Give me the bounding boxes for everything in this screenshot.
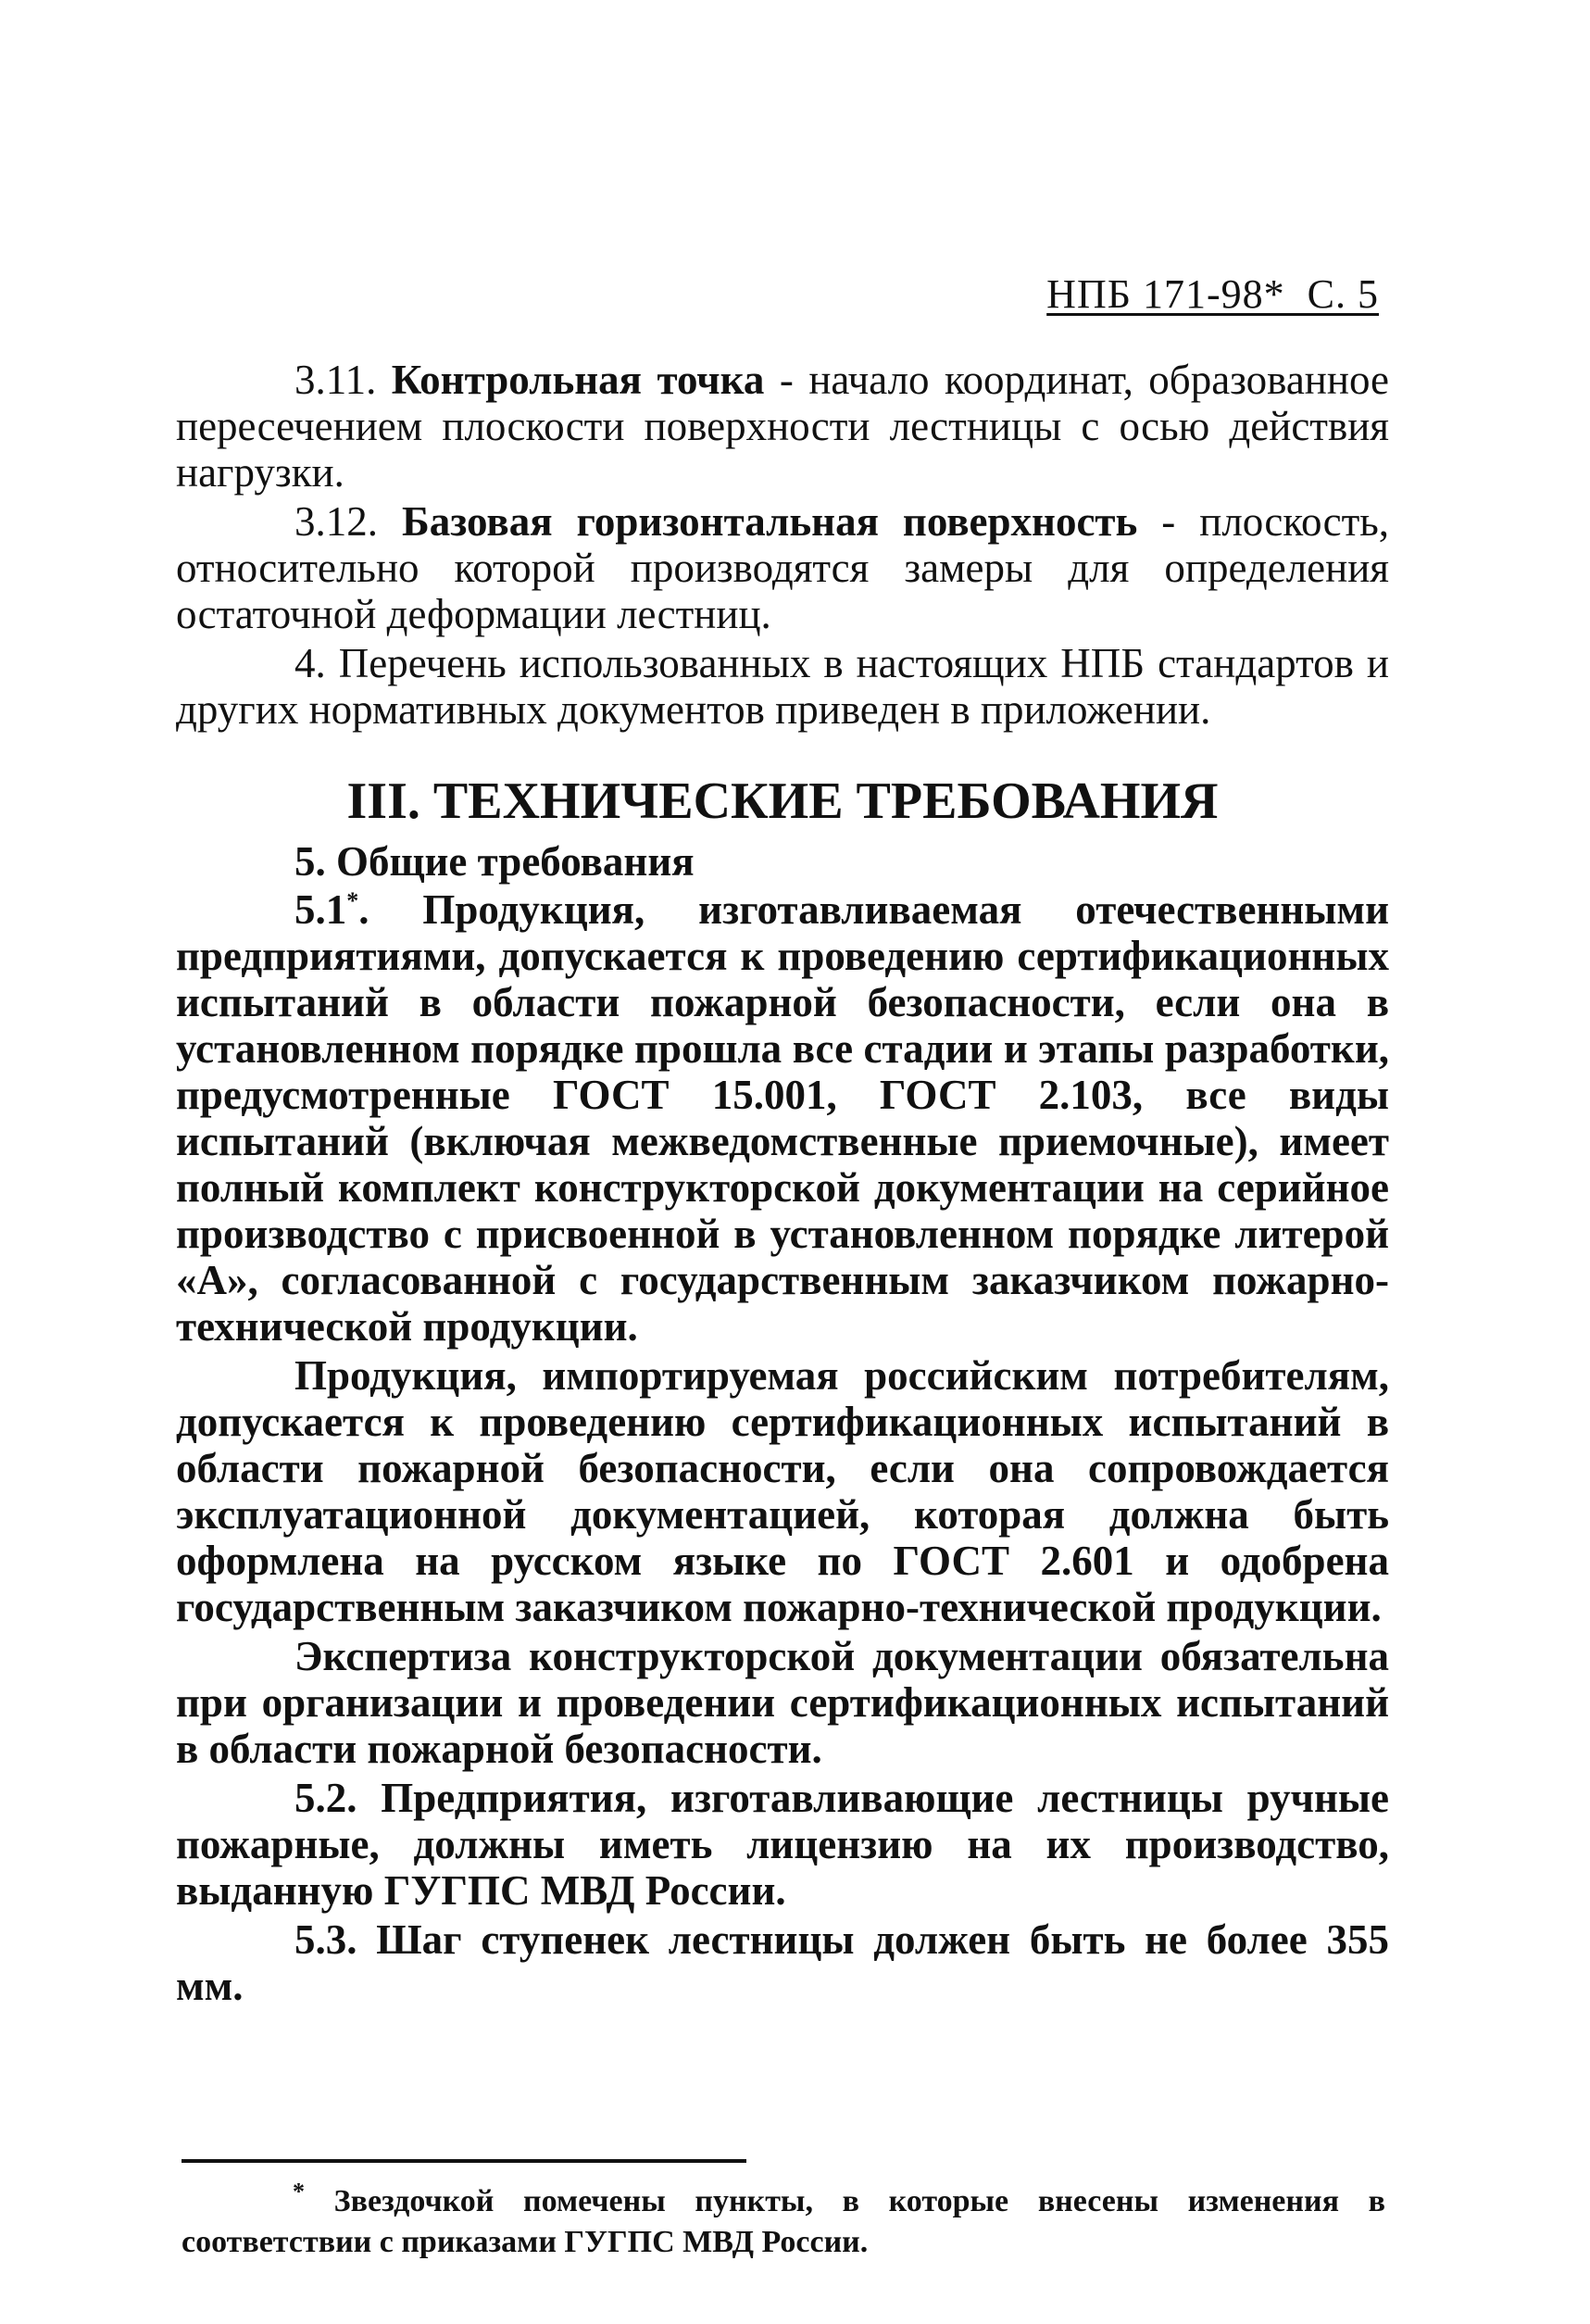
item-text: - начало координат, образованное пересечением плоскости поверхности лестницы с осью действия нагрузки. (176, 357, 1389, 496)
section-title: III. ТЕХНИЧЕСКИЕ ТРЕБОВАНИЯ (346, 773, 1219, 830)
paragraph-5-1 (176, 886, 1389, 1350)
asterisk-mark: * (346, 887, 359, 914)
paragraph-import: Продукция, импортируемая российским потребителям, допускается к проведению сертификационных испытаний в области пожарной безопасности, если она сопровождается эксплуатационной документацией, которая должна быть оформлена на русском языке по ГОСТ 2.601 и одобрена государственным заказчиком пожарно-технической продукции. (176, 1352, 1389, 1630)
item-number: 3.11. (294, 357, 377, 403)
item-term: Базовая горизонтальная поверхность (401, 498, 1138, 545)
item-text: 4. Перечень использованных в настоящих НПБ стандартов и других нормативных документов приведен в приложении. (176, 640, 1389, 733)
paragraph-5-3: 5.3. Шаг ступенек лестницы должен быть не более 355 мм. (176, 1916, 1389, 2009)
subsection-title: 5. Общие требования (294, 838, 695, 885)
footnote (182, 2178, 1385, 2263)
item-number: 3.12. (294, 498, 378, 545)
document-body (176, 357, 1389, 2012)
footnote-text: Звездочкой помечены пункты, в которые внесены изменения в соответствии с приказами ГУГПС МВД России. (182, 2184, 1385, 2259)
item-3-11 (176, 357, 1389, 496)
item-term: Контрольная точка (391, 357, 765, 403)
page-header: НПБ 171-98* С. 5 (1046, 271, 1379, 317)
item-text: - плоскость, относительно которой производятся замеры для определения остаточной деформации лестниц. (176, 498, 1390, 637)
footnote-divider (182, 2159, 746, 2163)
item-3-12 (176, 498, 1389, 637)
paragraph-expertise: Экспертиза конструкторской документации обязательна при организации и проведении сертификационных испытаний в области пожарной безопасности. (176, 1633, 1389, 1772)
footnote-mark: * (293, 2178, 305, 2205)
paragraph-text: . Продукция, изготавливаемая отечественными предприятиями, допускается к проведению сертификационных испытаний в области пожарной безопасности, если она в установленном порядке прошла все стадии и этапы разработки, предусмотренные ГОСТ 15.001, ГОСТ 2.103, все виды испытаний (включая межведомственные приемочные), имеет полный комплект конструкторской документации на серийное производство с присвоенной в установленном порядке литерой «А», согласованной с государственным заказчиком пожарно-технической продукции. (176, 886, 1389, 1350)
item-4 (176, 640, 1389, 733)
paragraph-5-2: 5.2. Предприятия, изготавливающие лестницы ручные пожарные, должны иметь лицензию на их производство, выданную ГУГПС МВД России. (176, 1775, 1389, 1914)
paragraph-number: 5.1 (294, 886, 347, 933)
